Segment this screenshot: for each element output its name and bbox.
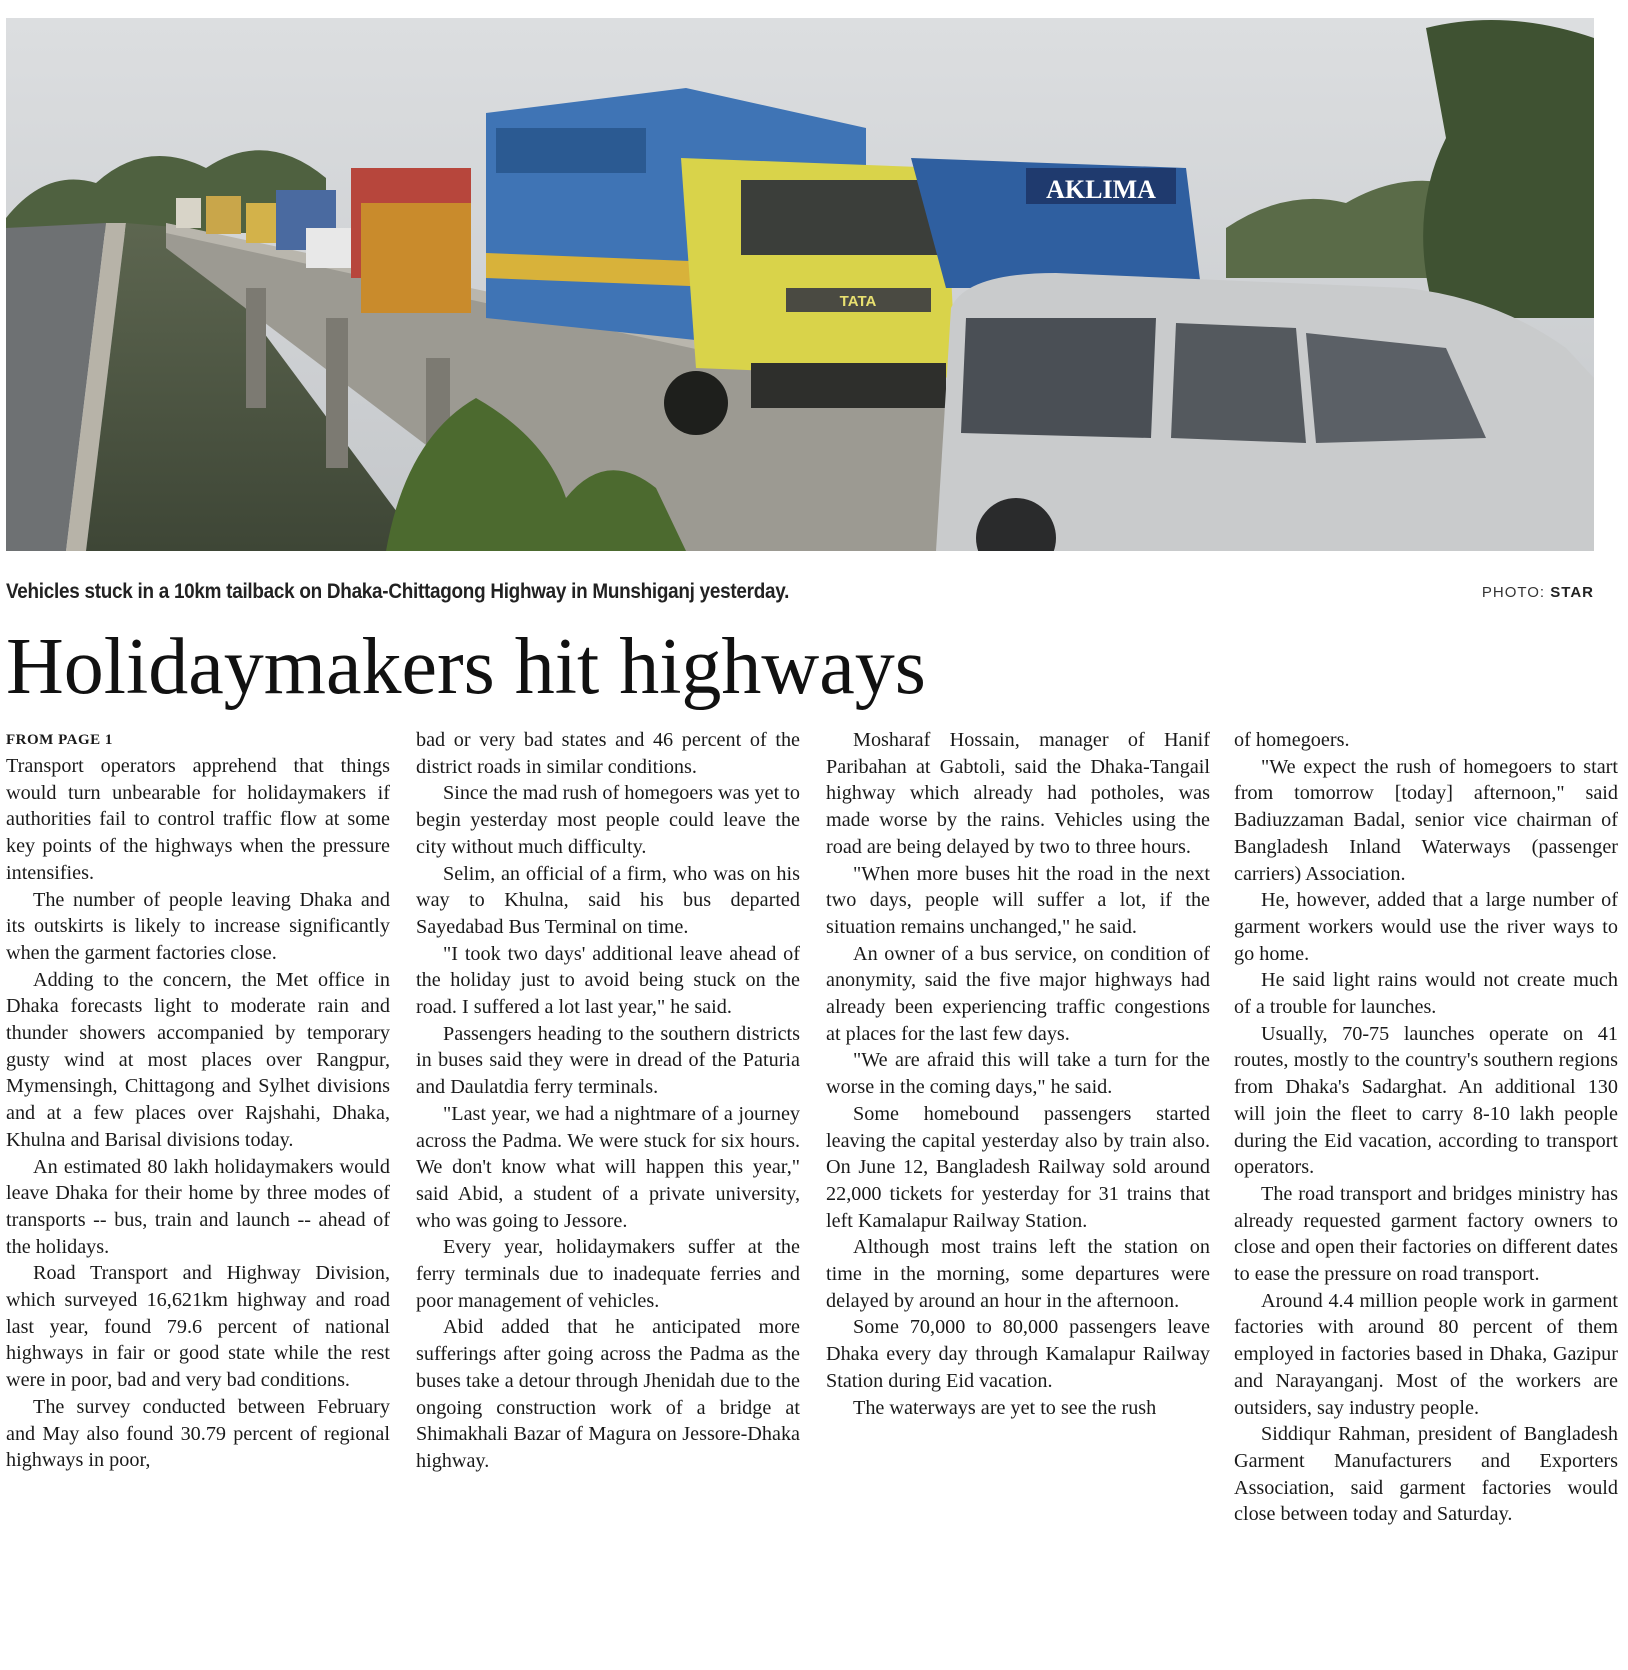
paragraph: Road Transport and Highway Division, which surveyed 16,621km highway and road last year, found 79.6 percent of national highways in fair or good state while the rest were in poor, bad and very bad conditions. bbox=[6, 1262, 390, 1392]
paragraph: bad or very bad states and 46 percent of the district roads in similar conditions. bbox=[416, 729, 800, 778]
paragraph: Every year, holidaymakers suffer at the ferry terminals due to inadequate ferries and poor management of vehicles. bbox=[416, 1236, 800, 1312]
paragraph: Transport operators apprehend that things would turn unbearable for holidaymakers if authorities fail to control traffic flow at some key points of the highways when the pressure intensifies. bbox=[6, 755, 390, 884]
highway-traffic-photo bbox=[6, 18, 1594, 551]
paragraph: "We are afraid this will take a turn for the worse in the coming days," he said. bbox=[826, 1049, 1210, 1099]
paragraph: The number of people leaving Dhaka and its outskirts is likely to increase significantly when the garment factories close. bbox=[6, 888, 390, 964]
photo-caption bbox=[6, 578, 1594, 612]
paragraph: "When more buses hit the road in the next two days, people will suffer a lot, if the situation remains unchanged," he said. bbox=[826, 862, 1210, 938]
paragraph: Abid added that he anticipated more sufferings after going across the Padma as the buses take a detour through Jhenidah due to the ongoing construction work of a bridge at Shimakhali Bazar of Magura on Jessore-Dhaka highway. bbox=[416, 1316, 800, 1472]
paragraph: The waterways are yet to see the rush bbox=[853, 1396, 1157, 1419]
paragraph: An estimated 80 lakh holidaymakers would leave Dhaka for their home by three modes of transports -- bus, train and launch -- ahead of the holidays. bbox=[6, 1155, 390, 1258]
article-body bbox=[6, 727, 1618, 1667]
paragraph: Siddiqur Rahman, president of Bangladesh Garment Manufacturers and Exporters Association, said garment factories would close between today and Saturday. bbox=[1234, 1423, 1618, 1526]
paragraph: "I took two days' additional leave ahead of the holiday just to avoid being stuck on the road. I suffered a lot last year," he said. bbox=[416, 942, 800, 1019]
photo-credit bbox=[1482, 584, 1594, 601]
paragraph: "Last year, we had a nightmare of a journey across the Padma. We were stuck for six hours. We don't know what will happen this year," said Abid, a student of a private university, who was going to Jessore. bbox=[416, 1102, 800, 1232]
paragraph: The road transport and bridges ministry has already requested garment factory owners to close and open their factories on different dates to ease the pressure on road transport. bbox=[1234, 1182, 1618, 1286]
paragraph: Some 70,000 to 80,000 passengers leave Dhaka every day through Kamalapur Railway Station during Eid vacation. bbox=[826, 1316, 1210, 1392]
photo-credit-source: STAR bbox=[1550, 584, 1594, 601]
headline: Holidaymakers hit highways bbox=[6, 623, 926, 711]
paragraph: Around 4.4 million people work in garment factories with around 80 percent of them employed in factories based in Dhaka, Gazipur and Narayanganj. Most of the workers are outsiders, say industry people. bbox=[1234, 1289, 1618, 1419]
news-photo bbox=[6, 18, 1594, 551]
paragraph: Selim, an official of a firm, who was on his way to Khulna, said his bus departed Sayedabad Bus Terminal on time. bbox=[416, 862, 800, 938]
paragraph: The survey conducted between February and May also found 30.79 percent of regional highways in poor, bbox=[6, 1395, 390, 1472]
paragraph: Usually, 70-75 launches operate on 41 routes, mostly to the country's southern regions from Dhaka's Sadarghat. An additional 130 will join the fleet to carry 8-10 lakh people during the Eid vacation, according to transport operators. bbox=[1234, 1022, 1618, 1179]
paragraph: "We expect the rush of homegoers to start from tomorrow [today] afternoon," said Badiuzzaman Badal, senior vice chairman of Bangladesh Inland Waterways (passenger carriers) Association. bbox=[1234, 755, 1618, 885]
truck-badge: TATA bbox=[839, 293, 877, 310]
article-column-2 bbox=[416, 727, 800, 1667]
paragraph: An owner of a bus service, on condition of anonymity, said the five major highways had already been experiencing traffic congestions at places for the last few days. bbox=[826, 942, 1210, 1045]
article-column-4 bbox=[1234, 727, 1618, 1667]
paragraph: Some homebound passengers started leaving the capital yesterday also by train also. On June 12, Bangladesh Railway sold around 22,000 tickets for yesterday for 31 trains that left Kamalapur Railway Station. bbox=[826, 1102, 1210, 1232]
article-column-1 bbox=[6, 727, 390, 1667]
paragraph: of homegoers. bbox=[1234, 729, 1350, 751]
paragraph: Adding to the concern, the Met office in Dhaka forecasts light to moderate rain and thunder showers accompanied by temporary gusty wind at most places over Rangpur, Mymensingh, Chittagong and Sylhet divisions and at a few places over Rajshahi, Dhaka, Khulna and Barisal divisions today. bbox=[6, 968, 390, 1151]
paragraph: Passengers heading to the southern districts in buses said they were in dread of the Paturia and Daulatdia ferry terminals. bbox=[416, 1022, 800, 1099]
paragraph: He, however, added that a large number of garment workers would use the river ways to go home. bbox=[1234, 889, 1618, 965]
bus-sign: AKLIMA bbox=[1046, 175, 1156, 204]
photo-credit-prefix: PHOTO: bbox=[1481, 584, 1546, 601]
paragraph: Although most trains left the station on time in the morning, some departures were delayed by around an hour in the afternoon. bbox=[826, 1236, 1210, 1312]
caption-text: Vehicles stuck in a 10km tailback on Dhaka-Chittagong Highway in Munshiganj yesterday. bbox=[6, 580, 790, 603]
paragraph: He said light rains would not create much of a trouble for launches. bbox=[1234, 969, 1618, 1019]
paragraph: Mosharaf Hossain, manager of Hanif Paribahan at Gabtoli, said the Dhaka-Tangail highway which already had potholes, was made worse by the rains. Vehicles using the road are being delayed by two to three hours. bbox=[826, 729, 1210, 858]
paragraph: Since the mad rush of homegoers was yet to begin yesterday most people could leave the city without much difficulty. bbox=[416, 782, 800, 858]
article-column-3 bbox=[826, 727, 1210, 1667]
jump-line: FROM PAGE 1 bbox=[6, 732, 113, 748]
